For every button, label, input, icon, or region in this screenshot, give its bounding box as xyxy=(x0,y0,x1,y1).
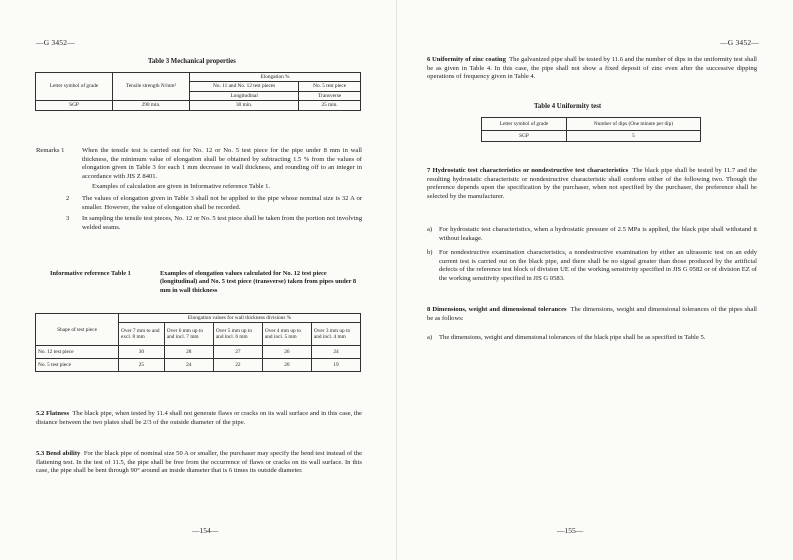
remark-3-number: 3 xyxy=(66,215,70,223)
s6-text: The galvanized pipe shall be tested by 11.6 and the number of dips in the uniformity test shall be as given in Table 4. In this case, the pipe shall not show a fixed deposit of zinc even after the successive dipping operations of frequency given in Table 4. xyxy=(427,56,757,81)
section-5-3 xyxy=(36,450,362,476)
info-cell: 28 xyxy=(164,346,213,359)
info-col-header: Over 5 mm up to and incl. 6 mm xyxy=(213,323,262,346)
table3-no5: 25 min. xyxy=(299,101,361,110)
table3-tensile: 290 min. xyxy=(113,101,190,110)
s7-text: The black pipe shall be tested by 11.7 and the resulting hydrostatic characteristic or nondestructive characteristic shall conform either of the following two. Though the preference depends upon the specification by the purchaser, when not specified by the purchaser, the preference shall be selected by the manufacturer. xyxy=(427,167,757,200)
s8-heading: 8 Dimensions, weight and dimensional tolerances xyxy=(427,306,567,313)
remarks xyxy=(36,147,362,232)
remark-1-note: Examples of calculation are given in Informative reference Table 1. xyxy=(92,183,271,191)
remarks-label: Remarks 1 xyxy=(36,147,65,154)
bend-heading: 5.3 Bend ability xyxy=(36,450,81,457)
left-page xyxy=(0,0,396,560)
info-table xyxy=(35,313,361,372)
info-shape-header: Shape of test piece xyxy=(36,314,119,346)
table3-col-elong: Elongation % xyxy=(190,73,361,82)
info-cell: 26 xyxy=(262,346,311,359)
table3-title: Table 3 Mechanical properties xyxy=(148,58,236,65)
section-5-2 xyxy=(36,410,362,427)
info-cell: 24 xyxy=(164,359,213,372)
s8-text: The dimensions, weight and dimensional tolerances of the pipes shall be as follows: xyxy=(427,306,757,322)
s7-a-label: a) xyxy=(427,226,433,233)
info-cell: 20 xyxy=(262,359,311,372)
info-cell: 19 xyxy=(311,359,360,372)
section-6 xyxy=(427,56,757,82)
s8-a-text: The dimensions, weight and dimensional tolerances of the black pipe shall be as specified in Table 5. xyxy=(439,334,706,341)
s7-a-text: For hydrostatic test characteristics, when a hydrostatic pressure of 2.5 MPa is applied, the black pipe shall withstand it without leakage. xyxy=(439,226,757,242)
info-cell: 22 xyxy=(213,359,262,372)
info-col-header: Over 7 mm to and excl. 8 mm xyxy=(119,323,165,346)
info-table-title: Examples of elongation values calculated for No. 12 test piece (longitudinal) and No. 5 test piece (transverse) taken from pipes under 8 mm in wall thickness xyxy=(160,270,357,294)
section-7 xyxy=(427,167,757,201)
page-header: —G 3452— xyxy=(720,38,759,47)
info-cell: 24 xyxy=(311,346,360,359)
s8-a-label: a) xyxy=(427,334,433,341)
info-col-header: Over 3 mm up to and incl. 4 mm xyxy=(311,323,360,346)
s6-heading: 6 Uniformity of zinc coating xyxy=(427,56,506,63)
remark-3: In sampling the tensile test pieces, No. 12 or No. 5 test piece shall be taken from the portion not involving welded seams. xyxy=(82,215,362,231)
info-row-shape: No. 5 test piece xyxy=(36,359,119,372)
table3-col-no5: No. 5 test piece xyxy=(299,82,361,91)
s7-item-a xyxy=(427,226,757,243)
table3 xyxy=(35,72,361,111)
table4-col-letter: Letter symbol of grade xyxy=(482,118,567,131)
table4-grade: SGP xyxy=(482,131,567,142)
flatness-text: The black pipe, when tested by 11.4 shall not generate flaws or cracks on its wall surface and in this case, the distance between the two plates shall be 2/3 of the outside diameter of the pipe. xyxy=(36,410,362,426)
s7-item-b xyxy=(427,249,757,283)
table3-col-no11: No. 11 and No. 12 test pieces xyxy=(190,82,299,91)
remark-2-number: 2 xyxy=(66,194,70,202)
section-8 xyxy=(427,306,757,323)
table3-grade: SGP xyxy=(36,101,113,110)
right-page xyxy=(397,0,793,560)
page-number: —154— xyxy=(192,526,219,535)
s7-b-label: b) xyxy=(427,249,433,256)
info-row-shape: No. 12 test piece xyxy=(36,346,119,359)
remark-2: The values of elongation given in Table 3 shall not be applied to the pipe whose nominal size is 32 A or smaller. However, the value of elongation shall be recorded. xyxy=(82,194,362,211)
page-number: —155— xyxy=(557,526,584,535)
table3-col-long: Longitudinal xyxy=(190,91,299,100)
page-header: —G 3452— xyxy=(36,38,75,47)
flatness-heading: 5.2 Flatness xyxy=(36,410,70,417)
bend-text: For the black pipe of nominal size 50 A or smaller, the purchaser may specify the bend test instead of the flattening test. In the test of 11.5, the pipe shall be free from the occurrence of flaws or cracks on its wall surface. In this case, the pipe shall be bent through 90° around an inside diameter that is 6 times its outside diameter. xyxy=(36,450,362,475)
remark-1: When the tensile test is carried out for No. 12 or No. 5 test piece for the pipe under 8 mm in wall thickness, the minimum value of elongation shall be obtained by subtracting 1.5 % from the values of elongation given in Table 3 for each 1 mm decrease in wall thickness, and rounding off to an integer in accordance with JIS Z 8401. xyxy=(82,147,362,180)
table4 xyxy=(481,117,701,142)
info-table-label: Informative reference Table 1 xyxy=(50,270,131,277)
s7-b-text: For nondestructive examination characteristics, a nondestructive examination by either an ultrasonic test on an eddy current test is carried out on the black pipe, and there shall be no signal greater than those produced by the artificial defects of the reference test block of division UE of the working sensitivity specified in JIS G 0582 or of division EZ of the working sensitivity specified in JIS G 0583. xyxy=(439,249,757,282)
table4-col-dips: Number of dips (One minute per dip) xyxy=(567,118,701,131)
info-cell: 30 xyxy=(119,346,165,359)
table3-col-trans: Transverse xyxy=(299,91,361,100)
info-col-header: Over 4 mm up to and incl. 5 mm xyxy=(262,323,311,346)
table3-col-tensile: Tensile strength N/mm² xyxy=(113,73,190,101)
table3-col-letter: Letter symbol of grade xyxy=(36,73,113,101)
info-cell: 27 xyxy=(213,346,262,359)
table4-dips: 5 xyxy=(567,131,701,142)
info-col-header: Over 6 mm up to and incl. 7 mm xyxy=(164,323,213,346)
s7-heading: 7 Hydrostatic test characteristics or nondestructive test characteristics xyxy=(427,167,629,174)
info-group-header: Elongation values for wall thickness divisions % xyxy=(119,314,361,323)
info-cell: 25 xyxy=(119,359,165,372)
table3-no11: 30 min. xyxy=(190,101,299,110)
s8-item-a xyxy=(427,334,757,343)
table4-title: Table 4 Uniformity test xyxy=(534,103,602,110)
